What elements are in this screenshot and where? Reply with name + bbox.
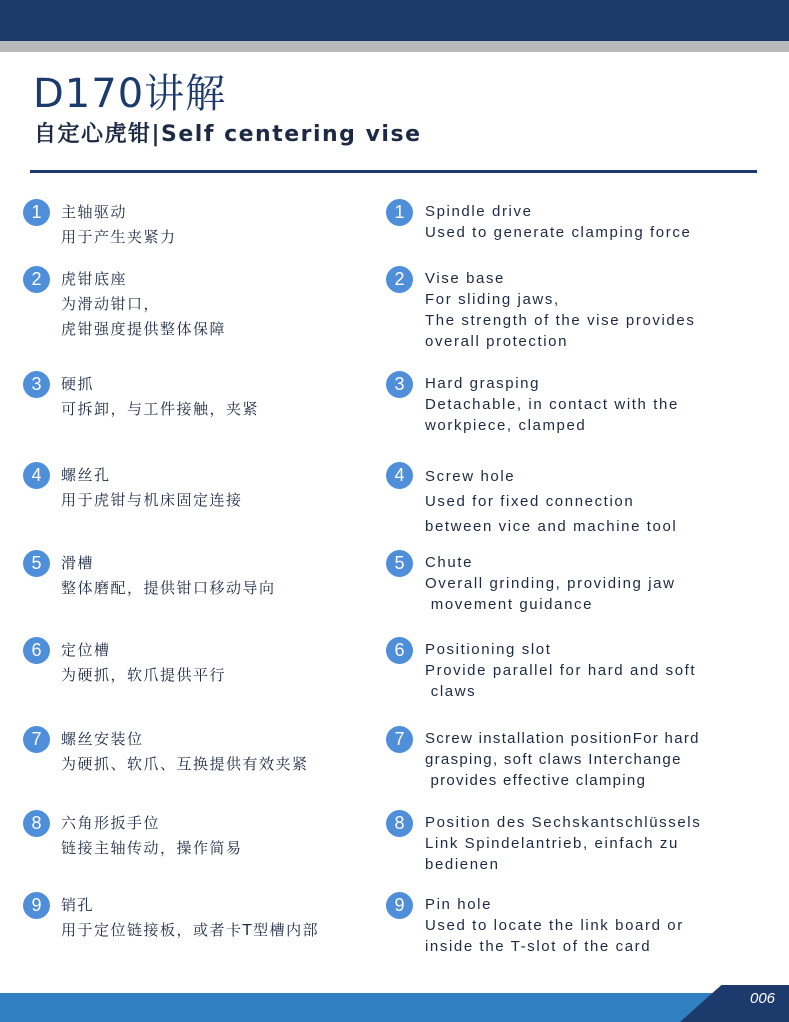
number-badge-icon: 3 (23, 371, 50, 398)
feature-title-en: Hard grasping (425, 375, 541, 392)
number-badge-icon: 4 (386, 462, 413, 489)
feature-title-zh: 主轴驱动 (61, 203, 128, 221)
feature-title-en: Positioning slot (425, 641, 552, 658)
feature-desc-en: bedienen (425, 856, 500, 873)
number-badge-icon: 7 (386, 726, 413, 753)
number-badge-icon: 2 (23, 266, 50, 293)
page-title: D170讲解 (33, 71, 227, 117)
feature-desc-en: provides effective clamping (425, 772, 647, 789)
page-number: 006 (750, 990, 776, 1007)
number-badge-icon: 1 (23, 199, 50, 226)
feature-desc-en: Overall grinding, providing jaw (425, 575, 676, 592)
page-subtitle: 自定心虎钳|Self centering vise (34, 122, 422, 147)
title-divider (30, 170, 757, 173)
feature-desc-en: claws (425, 683, 477, 700)
feature-desc-zh: 用于产生夹紧力 (61, 228, 177, 246)
feature-desc-zh: 可拆卸，与工件接触，夹紧 (61, 400, 260, 418)
number-badge-icon: 3 (386, 371, 413, 398)
number-badge-icon: 9 (23, 892, 50, 919)
top-gray-stripe (0, 41, 789, 52)
number-badge-icon: 6 (23, 637, 50, 664)
number-badge-icon: 7 (23, 726, 50, 753)
feature-desc-zh: 用于定位链接板，或者卡T型槽内部 (61, 921, 320, 939)
feature-title-en: Position des Sechskantschlüssels (425, 814, 702, 831)
feature-title-en: Screw hole (425, 468, 516, 485)
feature-desc-en: The strength of the vise provides (425, 312, 696, 329)
number-badge-icon: 6 (386, 637, 413, 664)
feature-desc-en: Used for fixed connection (425, 493, 635, 510)
number-badge-icon: 5 (386, 550, 413, 577)
feature-desc-en: Detachable, in contact with the (425, 396, 679, 413)
feature-desc-en: overall protection (425, 333, 569, 350)
feature-desc-en: between vice and machine tool (425, 518, 678, 535)
number-badge-icon: 2 (386, 266, 413, 293)
number-badge-icon: 8 (23, 810, 50, 837)
feature-title-en: Chute (425, 554, 474, 571)
feature-title-en: Spindle drive (425, 203, 533, 220)
feature-title-zh: 螺丝安装位 (61, 730, 144, 748)
feature-desc-en: Provide parallel for hard and soft (425, 662, 697, 679)
feature-desc-en: inside the T-slot of the card (425, 938, 652, 955)
number-badge-icon: 4 (23, 462, 50, 489)
feature-title-en: Pin hole (425, 896, 493, 913)
feature-desc-zh: 链接主轴传动，操作简易 (61, 839, 243, 857)
number-badge-icon: 8 (386, 810, 413, 837)
number-badge-icon: 9 (386, 892, 413, 919)
feature-desc-en: workpiece, clamped (425, 417, 587, 434)
feature-title-zh: 六角形扳手位 (61, 814, 161, 832)
feature-desc-zh: 用于虎钳与机床固定连接 (61, 491, 243, 509)
feature-title-zh: 螺丝孔 (61, 466, 111, 484)
feature-desc-zh: 为硬抓、软爪、互换提供有效夹紧 (61, 755, 309, 773)
feature-title-zh: 滑槽 (61, 554, 95, 572)
feature-desc-en: For sliding jaws, (425, 291, 560, 308)
feature-desc-en: Used to locate the link board or (425, 917, 684, 934)
feature-desc-en: Link Spindelantrieb, einfach zu (425, 835, 679, 852)
feature-desc-zh: 虎钳强度提供整体保障 (61, 320, 227, 338)
feature-title-en: Screw installation positionFor hard (425, 730, 700, 747)
feature-desc-zh: 为硬抓，软爪提供平行 (61, 666, 227, 684)
feature-title-zh: 虎钳底座 (61, 270, 128, 288)
feature-title-en: Vise base (425, 270, 506, 287)
bottom-footer-band (0, 993, 789, 1022)
feature-title-zh: 定位槽 (61, 641, 111, 659)
feature-desc-en: Used to generate clamping force (425, 224, 692, 241)
feature-title-zh: 硬抓 (61, 375, 95, 393)
feature-desc-en: movement guidance (425, 596, 594, 613)
number-badge-icon: 1 (386, 199, 413, 226)
feature-desc-zh: 整体磨配，提供钳口移动导向 (61, 579, 276, 597)
top-header-band (0, 0, 789, 41)
feature-desc-zh: 为滑动钳口， (61, 295, 161, 313)
number-badge-icon: 5 (23, 550, 50, 577)
feature-title-zh: 销孔 (61, 896, 95, 914)
feature-desc-en: grasping, soft claws Interchange (425, 751, 682, 768)
